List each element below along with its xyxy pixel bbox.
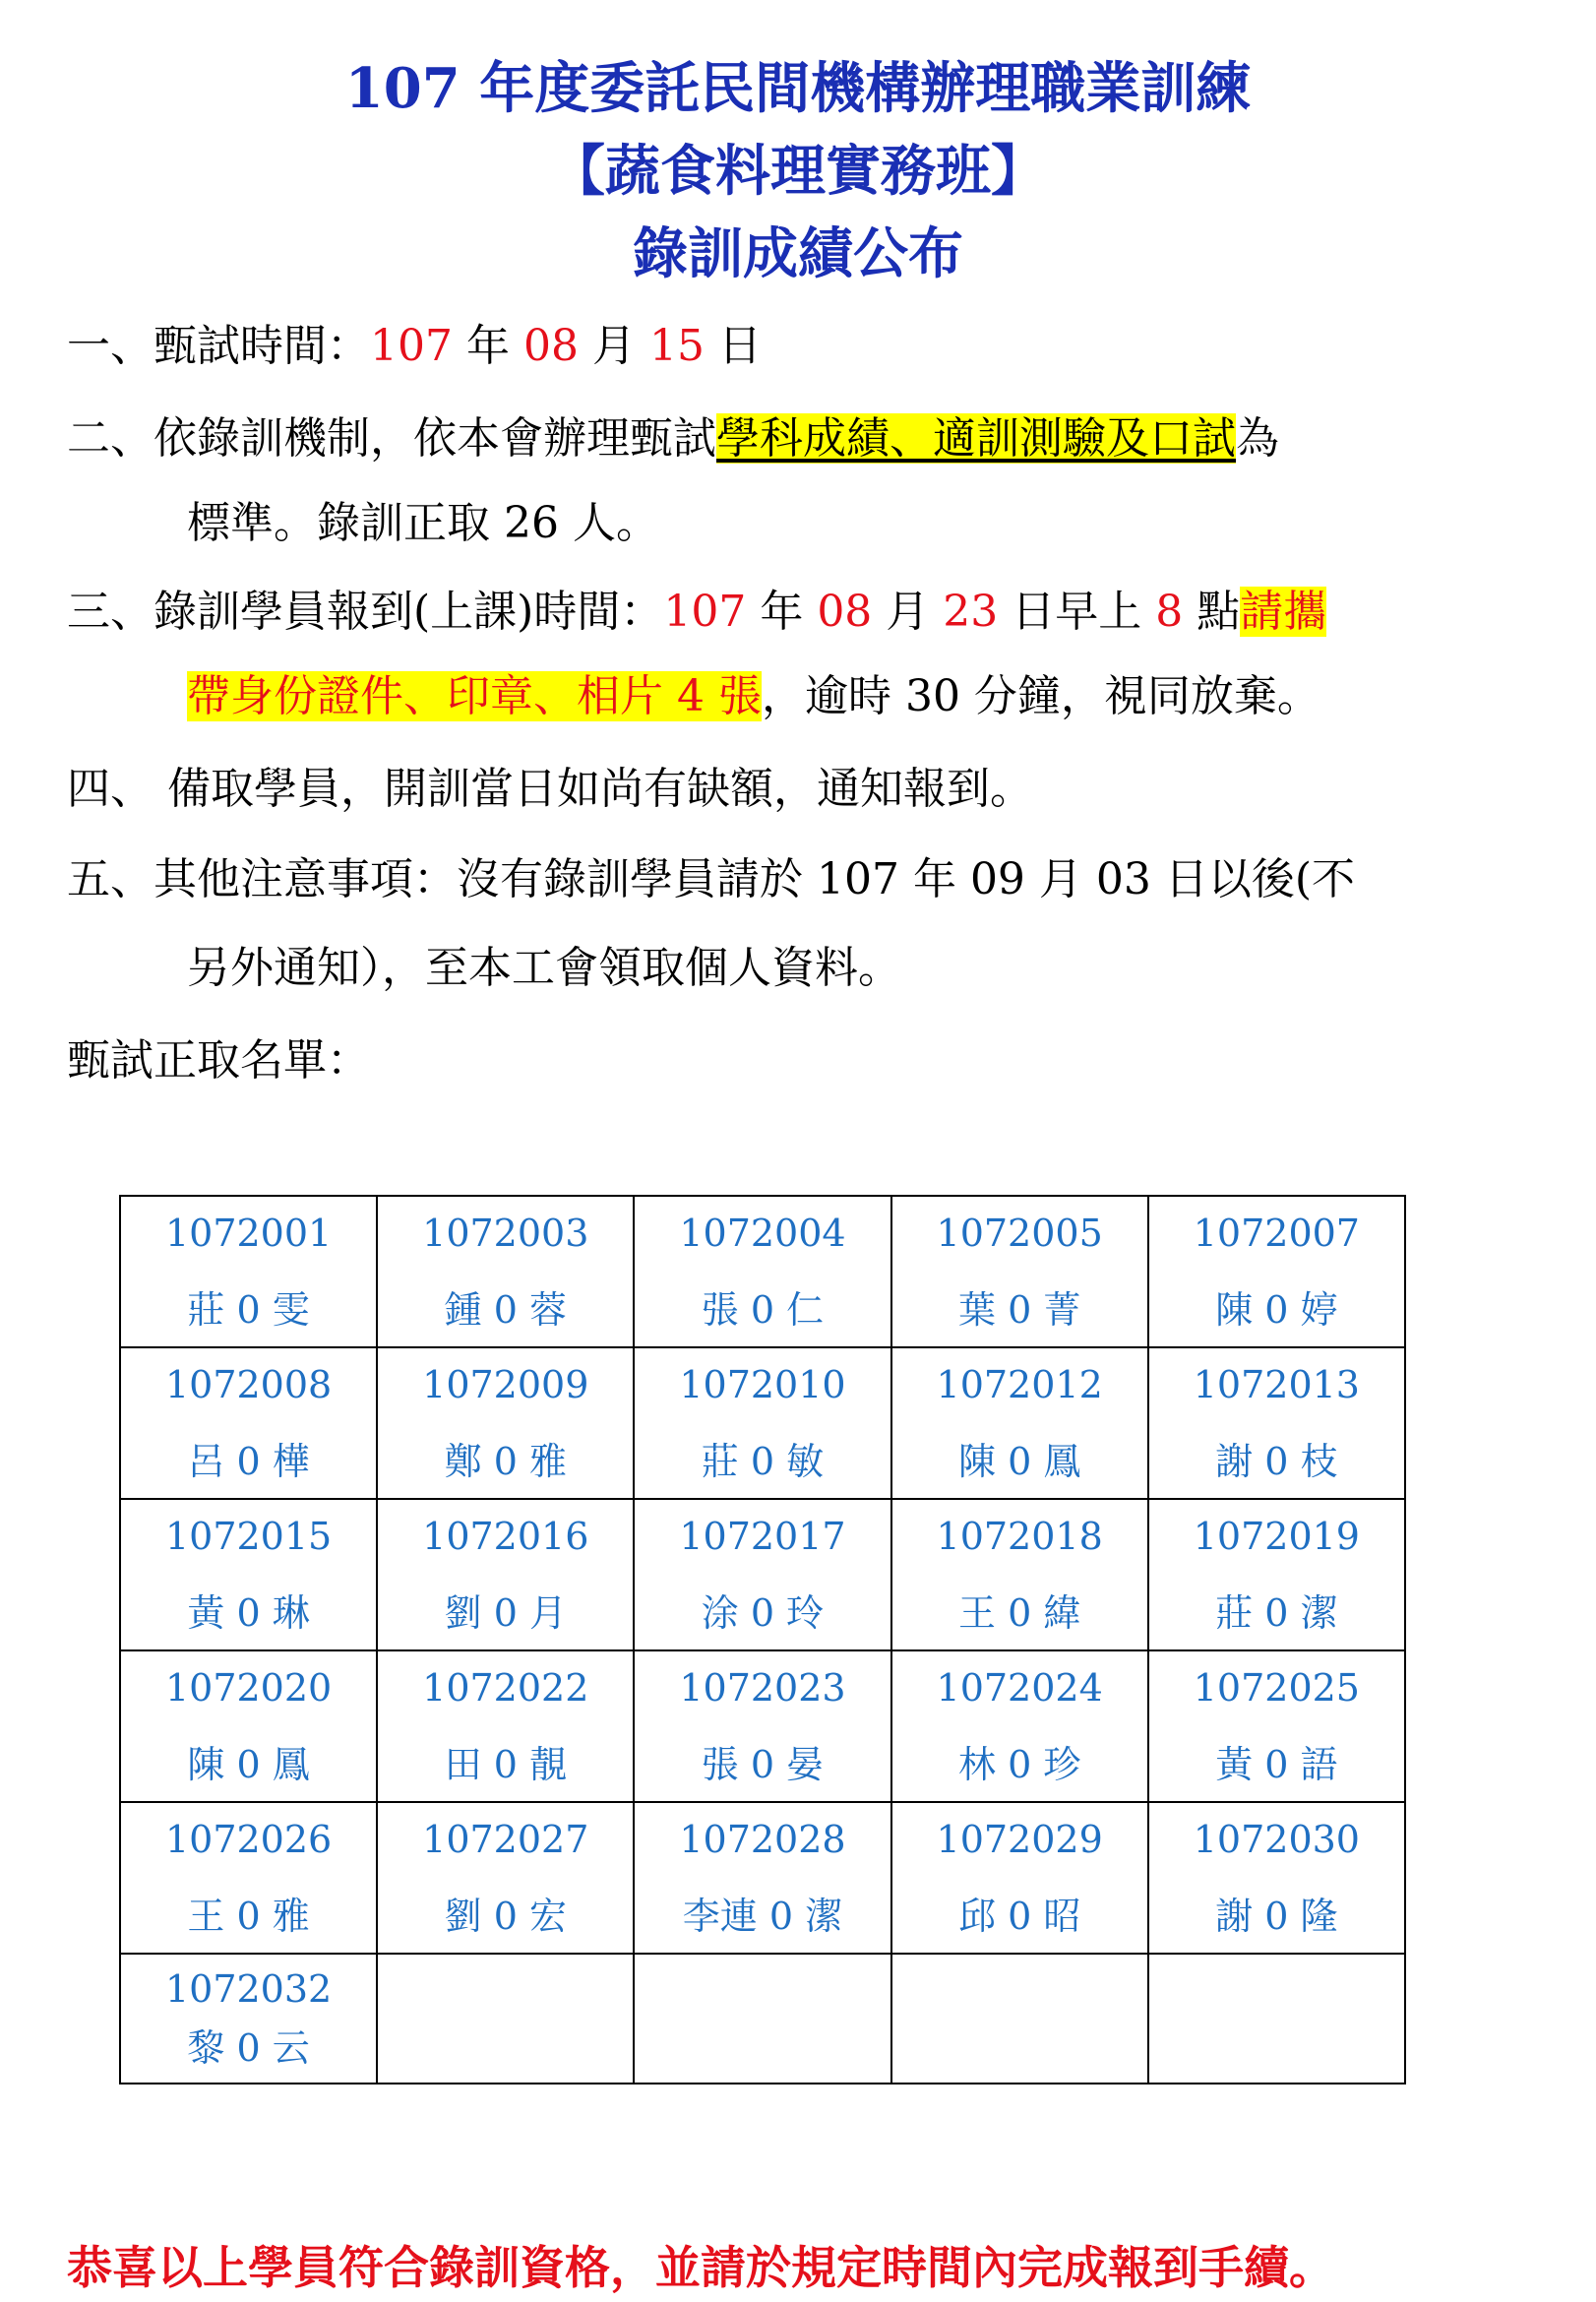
roster-cell	[120, 1650, 377, 1802]
exam-time-label: 一、甄試時間：	[67, 321, 370, 371]
student-id: 1072025	[1193, 1666, 1360, 1710]
student-id: 1072008	[164, 1363, 333, 1406]
roster-cell	[377, 1802, 634, 1954]
report-label: 三、錄訓學員報到(上課)時間：	[67, 587, 664, 637]
student-id: 1072030	[1193, 1818, 1360, 1861]
student-id: 1072012	[936, 1363, 1103, 1406]
page-subtitle: 錄訓成績公布	[633, 221, 963, 286]
roster-cell	[1148, 1347, 1405, 1499]
roster-cell	[377, 1196, 634, 1347]
student-id: 1072004	[679, 1212, 846, 1255]
student-id: 1072001	[164, 1212, 333, 1255]
list-heading: 甄試正取名單：	[67, 1035, 370, 1086]
roster-cell	[377, 1499, 634, 1650]
report-month: 08	[817, 587, 873, 637]
student-id: 1072013	[1193, 1363, 1360, 1406]
student-name: 呂 0 樺	[187, 1440, 310, 1483]
student-name: 謝 0 枝	[1215, 1440, 1338, 1483]
roster-cell	[634, 1650, 890, 1802]
student-name: 鍾 0 蓉	[444, 1288, 567, 1332]
student-name: 黃 0 琳	[187, 1591, 310, 1635]
roster-cell	[891, 1347, 1148, 1499]
student-id: 1072028	[679, 1818, 846, 1861]
roster-cell	[120, 1802, 377, 1954]
table-row	[120, 1954, 1405, 2084]
roster-cell	[1148, 1499, 1405, 1650]
student-id: 1072023	[679, 1666, 846, 1710]
student-name: 鄭 0 雅	[444, 1440, 567, 1483]
student-name: 涂 0 玲	[701, 1591, 825, 1635]
roster-cell	[120, 1954, 377, 2084]
student-id: 1072019	[1193, 1515, 1360, 1558]
student-name: 莊 0 雯	[187, 1288, 310, 1332]
table-row	[120, 1650, 1405, 1802]
student-id: 1072017	[679, 1515, 846, 1558]
student-id: 1072027	[422, 1818, 589, 1861]
report-day-unit: 日早上	[998, 587, 1156, 637]
student-name: 陳 0 鳳	[187, 1743, 310, 1786]
student-name: 劉 0 月	[444, 1591, 567, 1635]
exam-time-line	[67, 321, 762, 371]
roster-cell	[634, 1499, 890, 1650]
roster-cell	[120, 1196, 377, 1347]
bring-notice-start: 請攜	[1240, 587, 1327, 637]
student-id: 1072029	[936, 1818, 1103, 1861]
exam-year-unit: 年	[452, 321, 523, 371]
student-name: 田 0 靚	[444, 1743, 567, 1786]
roster-cell	[377, 1347, 634, 1499]
table-row	[120, 1196, 1405, 1347]
student-id: 1072018	[936, 1515, 1103, 1558]
student-name: 張 0 晏	[701, 1743, 825, 1786]
student-name: 劉 0 宏	[444, 1895, 567, 1938]
empty-cell	[377, 1954, 634, 2084]
student-id: 1072007	[1193, 1212, 1360, 1255]
report-time-line	[67, 587, 1327, 637]
report-day: 23	[943, 587, 999, 637]
table-row	[120, 1499, 1405, 1650]
roster-cell	[120, 1499, 377, 1650]
other-notice-line1: 五、其他注意事項：沒有錄訓學員請於 107 年 09 月 03 日以後(不	[67, 854, 1356, 904]
student-name: 王 0 雅	[187, 1895, 310, 1938]
roster-cell	[634, 1196, 890, 1347]
exam-day-unit: 日	[704, 321, 762, 371]
student-name: 莊 0 敏	[701, 1440, 825, 1483]
roster-cell	[891, 1499, 1148, 1650]
late-policy: ，逾時 30 分鐘，視同放棄。	[761, 671, 1320, 721]
student-id: 1072003	[422, 1212, 589, 1255]
admission-mechanism-line	[67, 413, 1279, 464]
report-hour-unit: 點	[1183, 587, 1241, 637]
report-month-unit: 月	[872, 587, 944, 637]
exam-day: 15	[648, 321, 705, 371]
report-requirements-line	[187, 671, 1320, 721]
student-name: 莊 0 潔	[1215, 1591, 1338, 1635]
empty-cell	[891, 1954, 1148, 2084]
student-name: 陳 0 鳳	[957, 1440, 1081, 1483]
roster-cell	[1148, 1196, 1405, 1347]
admission-roster-table	[119, 1195, 1406, 2084]
student-id: 1072032	[164, 1967, 333, 2011]
roster-cell	[377, 1650, 634, 1802]
roster-cell	[634, 1347, 890, 1499]
roster-cell	[891, 1196, 1148, 1347]
report-year-unit: 年	[746, 587, 818, 637]
mechanism-criteria: 學科成績、適訓測驗及口試	[716, 413, 1236, 464]
report-year: 107	[663, 587, 747, 637]
admission-count-line: 標準。錄訓正取 26 人。	[187, 498, 659, 548]
student-name: 葉 0 菁	[957, 1288, 1081, 1332]
student-name: 李連 0 潔	[682, 1895, 843, 1938]
student-id: 1072010	[679, 1363, 846, 1406]
student-id: 1072015	[164, 1515, 333, 1558]
student-name: 林 0 珍	[957, 1743, 1081, 1786]
roster-cell	[120, 1347, 377, 1499]
student-id: 1072022	[422, 1666, 589, 1710]
exam-month: 08	[522, 321, 579, 371]
mechanism-suffix: 為	[1236, 413, 1279, 464]
roster-cell	[1148, 1802, 1405, 1954]
student-id: 1072026	[164, 1818, 333, 1861]
student-id: 1072009	[422, 1363, 589, 1406]
roster-cell	[634, 1802, 890, 1954]
empty-cell	[634, 1954, 890, 2084]
empty-cell	[1148, 1954, 1405, 2084]
backup-notice: 四、 備取學員，開訓當日如尚有缺額，通知報到。	[67, 764, 1033, 814]
student-id: 1072005	[936, 1212, 1103, 1255]
table-row	[120, 1802, 1405, 1954]
student-id: 1072020	[164, 1666, 333, 1710]
congratulations-footer: 恭喜以上學員符合錄訓資格，並請於規定時間內完成報到手續。	[67, 2241, 1334, 2294]
student-name: 邱 0 昭	[957, 1895, 1081, 1938]
roster-cell	[1148, 1650, 1405, 1802]
report-hour: 8	[1155, 587, 1184, 637]
roster-cell	[891, 1650, 1148, 1802]
student-id: 1072024	[936, 1666, 1103, 1710]
table-row	[120, 1347, 1405, 1499]
student-name: 陳 0 婷	[1215, 1288, 1338, 1332]
bring-items: 帶身份證件、印章、相片 4 張	[187, 671, 762, 721]
student-id: 1072016	[422, 1515, 589, 1558]
exam-month-unit: 月	[578, 321, 649, 371]
mechanism-prefix: 二、依錄訓機制，依本會辦理甄試	[67, 413, 716, 464]
student-name: 王 0 緯	[957, 1591, 1081, 1635]
roster-cell	[891, 1802, 1148, 1954]
student-name: 黎 0 云	[187, 2026, 310, 2070]
student-name: 張 0 仁	[701, 1288, 825, 1332]
exam-year: 107	[370, 321, 453, 371]
course-name: 【蔬食料理實務班】	[550, 139, 1046, 204]
page-title: 107 年度委託民間機構辦理職業訓練	[344, 56, 1252, 121]
other-notice-line2: 另外通知），至本工會領取個人資料。	[187, 943, 901, 993]
student-name: 謝 0 隆	[1215, 1895, 1338, 1938]
student-name: 黃 0 語	[1215, 1743, 1338, 1786]
